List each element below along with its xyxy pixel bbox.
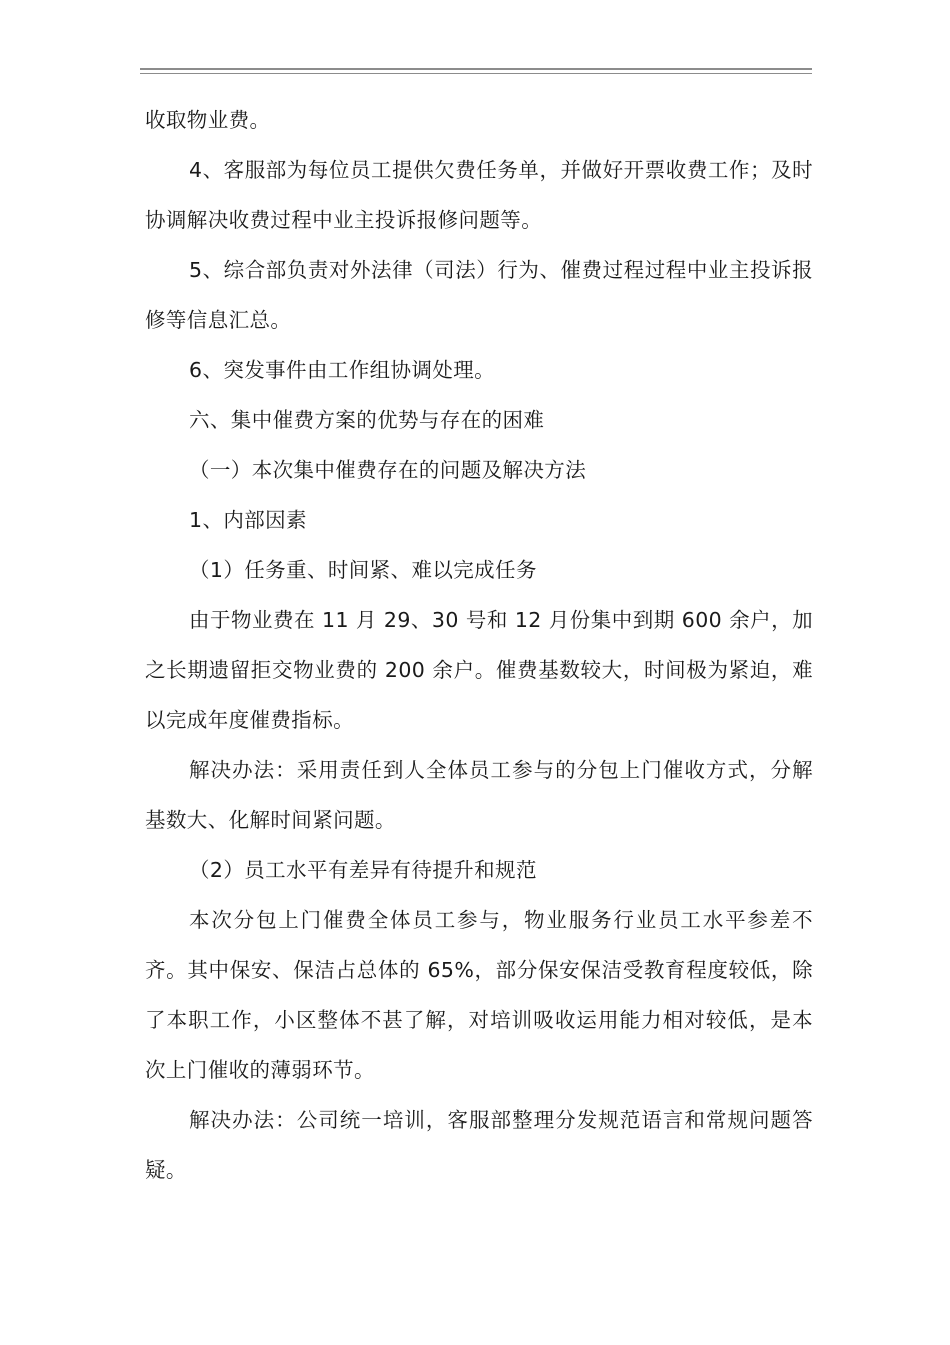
issue-heading-2: （2）员工水平有差异有待提升和规范 xyxy=(189,858,537,882)
document-body xyxy=(145,95,813,1195)
paragraph-issue-1: 由于物业费在 11 月 29、30 号和 12 月份集中到期 600 余户，加之长期遗留拒交物业费的 200 余户。催费基数较大，时间极为紧迫，难以完成年度催费指标。 xyxy=(145,608,813,732)
factor-heading: 1、内部因素 xyxy=(189,508,307,532)
issue-heading-1: （1）任务重、时间紧、难以完成任务 xyxy=(189,558,537,582)
paragraph-1: 收取物业费。 xyxy=(145,108,271,132)
paragraph-3: 5、综合部负责对外法律（司法）行为、催费过程过程中业主投诉报修等信息汇总。 xyxy=(145,258,813,332)
paragraph-issue-2: 本次分包上门催费全体员工参与，物业服务行业员工水平参差不齐。其中保安、保洁占总体的 65%，部分保安保洁受教育程度较低，除了本职工作，小区整体不甚了解，对培训吸收运用能力相对较低，是本次上门催收的薄弱环节。 xyxy=(145,908,813,1082)
header-rule xyxy=(140,68,812,74)
paragraph-4: 6、突发事件由工作组协调处理。 xyxy=(189,358,496,382)
paragraph-solution-1: 解决办法：采用责任到人全体员工参与的分包上门催收方式，分解基数大、化解时间紧问题。 xyxy=(145,758,813,832)
section-heading: 六、集中催费方案的优势与存在的困难 xyxy=(189,408,545,432)
paragraph-2: 4、客服部为每位员工提供欠费任务单，并做好开票收费工作；及时协调解决收费过程中业主投诉报修问题等。 xyxy=(145,158,813,232)
subsection-heading: （一）本次集中催费存在的问题及解决方法 xyxy=(189,458,587,482)
paragraph-solution-2: 解决办法：公司统一培训，客服部整理分发规范语言和常规问题答疑。 xyxy=(145,1108,813,1182)
